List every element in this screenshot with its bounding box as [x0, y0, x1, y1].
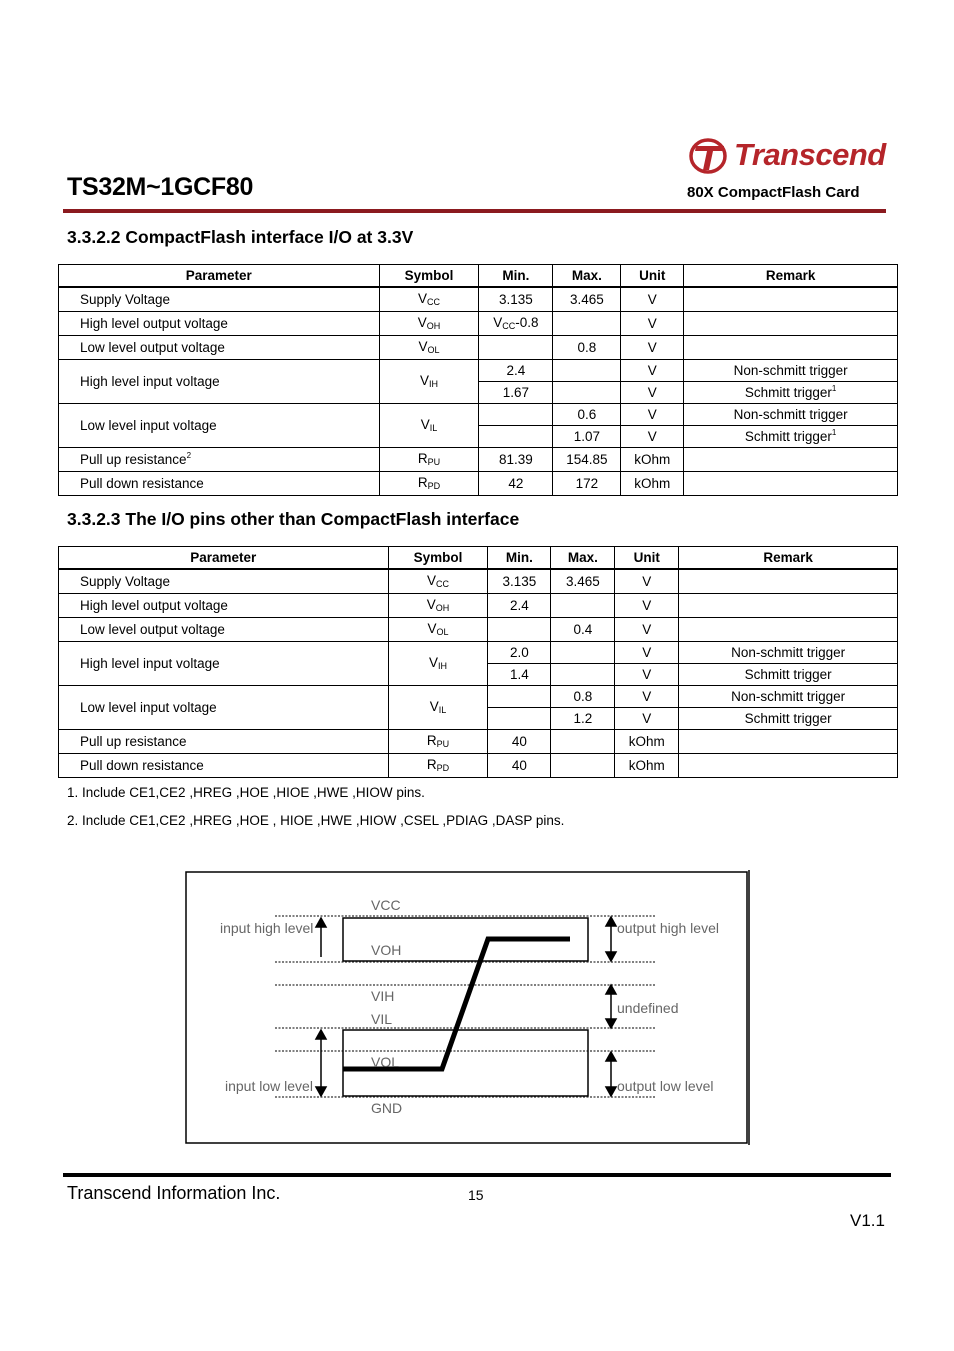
symbol-subscript: OH — [435, 603, 450, 613]
max-cell: 0.8 — [553, 336, 621, 360]
remark-text: Schmitt trigger — [744, 667, 832, 682]
symbol-letter: R — [417, 475, 428, 490]
parameter-text: Low level input voltage — [80, 418, 217, 433]
parameter-cell — [59, 569, 389, 594]
symbol-subscript: IH — [438, 661, 447, 671]
max-cell: 172 — [553, 472, 621, 496]
footnote-1: 1. Include CE1,CE2 ,HREG ,HOE ,HIOE ,HWE ,HIOW pins. — [67, 785, 425, 800]
parameter-text: Supply Voltage — [80, 574, 171, 589]
symbol-cell — [388, 686, 488, 730]
min-cell — [488, 686, 551, 708]
remark-cell — [679, 642, 898, 664]
min-cell: 3.135 — [479, 287, 553, 312]
unit-cell: V — [621, 404, 684, 426]
table-row — [59, 404, 898, 426]
remark-cell — [679, 686, 898, 708]
parameter-text: Pull down resistance — [80, 476, 204, 491]
remark-cell — [679, 618, 898, 642]
symbol-subscript: PD — [436, 763, 450, 773]
parameter-text: Low level output voltage — [80, 622, 225, 637]
min-cell: 2.4 — [479, 360, 553, 382]
column-header: Remark — [679, 547, 898, 570]
min-cell — [479, 426, 553, 448]
footnote-2: 2. Include CE1,CE2 ,HREG ,HOE , HIOE ,HWE ,HIOW ,CSEL ,PDIAG ,DASP pins. — [67, 813, 565, 828]
company-name: Transcend Information Inc. — [67, 1183, 281, 1203]
section-title-cf-io: 3.3.2.2 CompactFlash interface I/O at 3.3V — [67, 227, 414, 247]
parameter-cell — [59, 686, 389, 730]
remark-text: Schmitt trigger — [744, 429, 832, 444]
max-cell — [551, 664, 615, 686]
column-header: Unit — [615, 547, 679, 570]
symbol-subscript: IL — [438, 705, 447, 715]
label-output-high: output high level — [617, 920, 719, 936]
remark-cell — [684, 448, 898, 472]
label-vol: VOL — [371, 1054, 400, 1070]
unit-cell: V — [621, 336, 684, 360]
column-header: Parameter — [59, 547, 389, 570]
remark-cell — [684, 336, 898, 360]
remark-cell — [684, 382, 898, 404]
max-cell: 3.465 — [553, 287, 621, 312]
parameter-cell — [59, 336, 380, 360]
min-cell: 2.0 — [488, 642, 551, 664]
table-header-row — [59, 547, 898, 570]
remark-text: Schmitt trigger — [744, 385, 832, 400]
max-cell — [551, 730, 615, 754]
max-cell: 0.4 — [551, 618, 615, 642]
parameter-cell — [59, 287, 380, 312]
symbol-subscript: PU — [436, 739, 450, 749]
symbol-letter: V — [420, 417, 430, 432]
transcend-logo — [688, 136, 888, 176]
max-cell — [553, 360, 621, 382]
footer-rule — [63, 1173, 891, 1177]
max-cell — [553, 382, 621, 404]
parameter-text: Low level input voltage — [80, 700, 217, 715]
table-header-row — [59, 265, 898, 288]
min-cell: 1.4 — [488, 664, 551, 686]
max-cell: 0.6 — [553, 404, 621, 426]
label-vih: VIH — [371, 988, 395, 1004]
symbol-letter: V — [426, 597, 436, 612]
symbol-letter: R — [417, 451, 428, 466]
min-cell: 81.39 — [479, 448, 553, 472]
remark-text: Non-schmitt trigger — [733, 363, 848, 378]
symbol-cell — [379, 287, 479, 312]
footnote-ref: 1 — [831, 428, 837, 437]
parameter-cell — [59, 594, 389, 618]
unit-cell: kOhm — [615, 730, 679, 754]
table-row — [59, 686, 898, 708]
symbol-letter: V — [428, 655, 438, 670]
symbol-letter: V — [426, 573, 436, 588]
min-cell: 2.4 — [488, 594, 551, 618]
symbol-subscript: OH — [426, 321, 441, 331]
symbol-cell — [379, 336, 479, 360]
unit-cell: kOhm — [621, 448, 684, 472]
voltage-level-diagram — [185, 869, 751, 1145]
column-header: Symbol — [379, 265, 479, 288]
column-header: Unit — [621, 265, 684, 288]
remark-cell — [684, 360, 898, 382]
symbol-subscript: PD — [427, 481, 441, 491]
page-number: 15 — [468, 1187, 484, 1203]
table-row — [59, 569, 898, 594]
unit-cell: V — [621, 360, 684, 382]
label-vil: VIL — [371, 1011, 393, 1027]
header-rule — [63, 209, 886, 213]
column-header: Parameter — [59, 265, 380, 288]
unit-cell: V — [615, 708, 679, 730]
unit-cell: V — [615, 594, 679, 618]
symbol-cell — [379, 448, 479, 472]
table-row — [59, 312, 898, 336]
symbol-cell — [388, 569, 488, 594]
cf-io-table — [58, 264, 898, 496]
symbol-subscript: CC — [436, 579, 449, 589]
column-header: Max. — [551, 547, 615, 570]
table-row — [59, 472, 898, 496]
symbol-subscript: IH — [429, 379, 438, 389]
footnote-ref: 2 — [186, 451, 192, 460]
label-vcc: VCC — [371, 897, 401, 913]
remark-cell — [684, 426, 898, 448]
min-cell: 40 — [488, 754, 551, 778]
column-header: Remark — [684, 265, 898, 288]
symbol-letter: V — [427, 621, 437, 636]
min-letter: V — [493, 315, 503, 330]
transcend-logo-icon — [688, 136, 732, 176]
remark-text: Non-schmitt trigger — [733, 407, 848, 422]
symbol-letter: V — [418, 339, 428, 354]
table-row — [59, 594, 898, 618]
parameter-cell — [59, 312, 380, 336]
parameter-cell — [59, 730, 389, 754]
symbol-letter: V — [417, 315, 427, 330]
footnote-ref: 1 — [831, 384, 837, 393]
remark-text: Non-schmitt trigger — [731, 645, 846, 660]
remark-cell — [679, 594, 898, 618]
remark-cell — [679, 569, 898, 594]
unit-cell: V — [615, 569, 679, 594]
unit-cell: V — [615, 664, 679, 686]
remark-cell — [684, 404, 898, 426]
max-cell: 154.85 — [553, 448, 621, 472]
table-row — [59, 618, 898, 642]
max-cell — [551, 754, 615, 778]
parameter-text: High level output voltage — [80, 316, 228, 331]
symbol-cell — [388, 618, 488, 642]
parameter-text: Pull up resistance — [80, 734, 187, 749]
symbol-cell — [388, 730, 488, 754]
min-cell — [479, 336, 553, 360]
remark-cell — [684, 287, 898, 312]
min-cell: 42 — [479, 472, 553, 496]
document-title: TS32M~1GCF80 — [67, 173, 254, 201]
unit-cell: V — [615, 642, 679, 664]
parameter-cell — [59, 754, 389, 778]
symbol-subscript: OL — [427, 345, 440, 355]
label-input-high: input high level — [220, 920, 314, 936]
max-cell: 0.8 — [551, 686, 615, 708]
table-row — [59, 642, 898, 664]
unit-cell: V — [615, 618, 679, 642]
remark-cell — [679, 708, 898, 730]
min-cell — [479, 404, 553, 426]
parameter-cell — [59, 448, 380, 472]
label-output-low: output low level — [617, 1078, 714, 1094]
remark-cell — [679, 664, 898, 686]
other-io-table — [58, 546, 898, 778]
label-voh: VOH — [371, 942, 402, 958]
parameter-text: High level output voltage — [80, 598, 228, 613]
brand-name: Transcend — [734, 137, 886, 172]
symbol-cell — [388, 594, 488, 618]
symbol-cell — [388, 754, 488, 778]
remark-cell — [684, 312, 898, 336]
parameter-text: Pull up resistance — [80, 452, 187, 467]
remark-cell — [684, 472, 898, 496]
table-row — [59, 360, 898, 382]
parameter-cell — [59, 618, 389, 642]
symbol-cell — [379, 472, 479, 496]
symbol-letter: V — [417, 291, 427, 306]
symbol-cell — [379, 312, 479, 336]
table-row — [59, 730, 898, 754]
parameter-cell — [59, 472, 380, 496]
table-row — [59, 287, 898, 312]
symbol-letter: V — [419, 373, 429, 388]
product-name: 80X CompactFlash Card — [687, 184, 860, 201]
remark-text: Non-schmitt trigger — [731, 689, 846, 704]
section-title-other-io: 3.3.2.3 The I/O pins other than CompactFlash interface — [67, 509, 520, 529]
min-cell: 40 — [488, 730, 551, 754]
min-cell — [488, 708, 551, 730]
column-header: Symbol — [388, 547, 488, 570]
unit-cell: kOhm — [615, 754, 679, 778]
symbol-letter: R — [426, 757, 437, 772]
column-header: Min. — [488, 547, 551, 570]
remark-text: Schmitt trigger — [744, 711, 832, 726]
remark-cell — [679, 754, 898, 778]
unit-cell: V — [621, 426, 684, 448]
remark-cell — [679, 730, 898, 754]
parameter-cell — [59, 642, 389, 686]
table-row — [59, 754, 898, 778]
min-cell — [479, 312, 553, 336]
parameter-text: Pull down resistance — [80, 758, 204, 773]
min-cell — [488, 618, 551, 642]
max-cell: 1.2 — [551, 708, 615, 730]
unit-cell: V — [621, 382, 684, 404]
symbol-subscript: OL — [436, 627, 449, 637]
max-cell — [553, 312, 621, 336]
parameter-text: High level input voltage — [80, 374, 220, 389]
label-gnd: GND — [371, 1100, 403, 1116]
parameter-cell — [59, 360, 380, 404]
min-subscript: CC — [502, 321, 516, 331]
min-cell: 1.67 — [479, 382, 553, 404]
max-cell — [551, 594, 615, 618]
unit-cell: V — [615, 686, 679, 708]
symbol-subscript: IL — [429, 423, 438, 433]
symbol-cell — [379, 360, 479, 404]
max-cell: 1.07 — [553, 426, 621, 448]
parameter-text: High level input voltage — [80, 656, 220, 671]
unit-cell: V — [621, 312, 684, 336]
version: V1.1 — [850, 1211, 885, 1230]
symbol-letter: R — [426, 733, 437, 748]
parameter-text: Low level output voltage — [80, 340, 225, 355]
column-header: Min. — [479, 265, 553, 288]
unit-cell: kOhm — [621, 472, 684, 496]
symbol-subscript: PU — [427, 457, 441, 467]
min-cell: 3.135 — [488, 569, 551, 594]
symbol-letter: V — [429, 699, 439, 714]
min-offset: -0.8 — [515, 315, 539, 330]
parameter-cell — [59, 404, 380, 448]
symbol-cell — [388, 642, 488, 686]
label-input-low: input low level — [225, 1078, 313, 1094]
unit-cell: V — [621, 287, 684, 312]
symbol-subscript: CC — [427, 297, 440, 307]
symbol-cell — [379, 404, 479, 448]
max-cell: 3.465 — [551, 569, 615, 594]
label-undefined: undefined — [617, 1000, 679, 1016]
column-header: Max. — [553, 265, 621, 288]
parameter-text: Supply Voltage — [80, 292, 171, 307]
table-row — [59, 448, 898, 472]
max-cell — [551, 642, 615, 664]
table-row — [59, 336, 898, 360]
